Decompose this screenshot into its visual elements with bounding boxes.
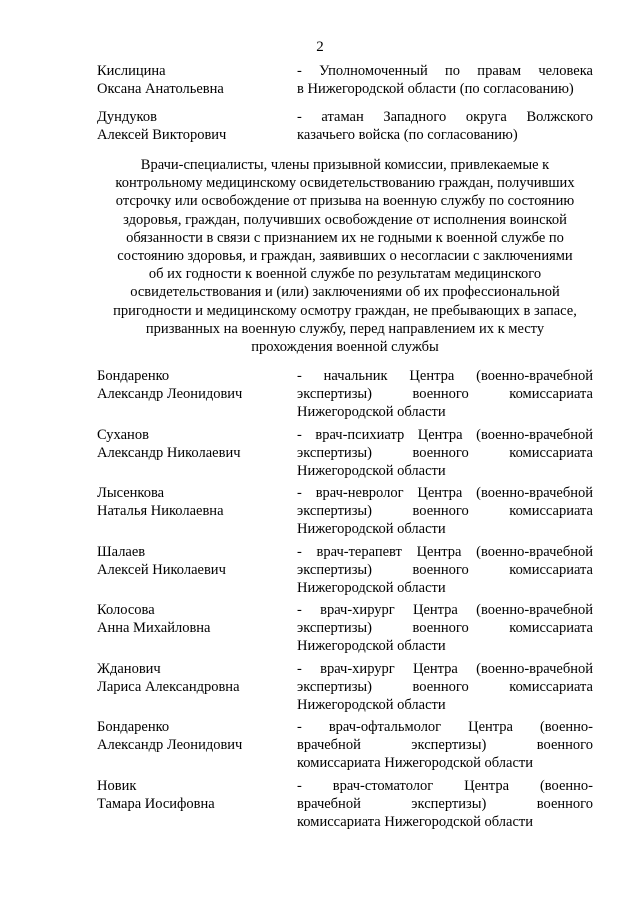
person-given-names: Лариса Александровна [97, 678, 240, 695]
role-line: экспертизы) военного комиссариата [297, 444, 593, 461]
person-name [97, 426, 297, 485]
role-line: экспертизы) военного комиссариата [297, 561, 593, 578]
doctor-entry [97, 484, 593, 543]
person-surname: Суханов [97, 426, 149, 443]
person-given-names: Александр Леонидович [97, 737, 243, 753]
person-surname: Колосова [97, 602, 155, 618]
doctor-entry [97, 718, 593, 777]
person-role [297, 543, 593, 602]
role-line: экспертизы) военного комиссариата [297, 620, 593, 636]
role-line: экспертизы) военного комиссариата [297, 386, 593, 402]
person-given-names: Тамара Иосифовна [97, 795, 215, 812]
doctor-entry [97, 426, 593, 485]
role-line: - врач-хирург Центра (военно-врачебной [297, 602, 593, 618]
role-line: врачебной экспертизы) военного [297, 795, 593, 812]
person-role [297, 484, 593, 543]
heading-line: отсрочку или освобождение от призыва на военную службу по состоянию [115, 193, 575, 210]
person-role [297, 718, 593, 777]
role-line: - Уполномоченный по правам человека [297, 63, 593, 79]
role-line: - врач-офтальмолог Центра (военно- [297, 719, 593, 735]
doctor-entry [97, 660, 593, 719]
heading-line: призванных на военную службу, перед направлением их к месту [145, 320, 545, 337]
page-number: 2 [316, 39, 324, 55]
person-name [97, 718, 297, 777]
heading-line: освидетельствования и (или) заключениями об их профессиональной [130, 284, 560, 301]
role-line: комиссариата Нижегородской области [297, 813, 533, 830]
heading-line: здоровья, граждан, получивших освобождение от исполнения воинской [123, 211, 567, 228]
heading-line: пригодности и медицинскому осмотру граждан, не пребывающих в запасе, [113, 302, 577, 319]
person-name [97, 543, 297, 602]
role-line: комиссариата Нижегородской области [297, 755, 533, 771]
role-line: - врач-хирург Центра (военно-врачебной [297, 660, 593, 677]
heading-line: Врачи-специалисты, члены призывной комиссии, привлекаемые к [140, 157, 550, 173]
person-surname: Кислицина [97, 63, 166, 79]
person-name [97, 367, 297, 426]
role-line: в Нижегородской области (по согласованию) [297, 81, 574, 97]
role-line: экспертизы) военного комиссариата [297, 678, 593, 695]
role-line: экспертизы) военного комиссариата [297, 503, 593, 519]
person-name [97, 660, 297, 719]
doctor-entry [97, 777, 593, 836]
person-surname: Новик [97, 777, 137, 794]
person-surname: Дундуков [97, 109, 157, 125]
person-role [297, 601, 593, 660]
role-line: - врач-невролог Центра (военно-врачебной [297, 485, 593, 501]
person-role [297, 62, 593, 98]
role-line: - начальник Центра (военно-врачебной [297, 368, 593, 384]
role-line: - врач-терапевт Центра (военно-врачебной [297, 543, 593, 560]
role-line: Нижегородской области [297, 579, 446, 596]
person-name [97, 777, 297, 836]
role-line: Нижегородской области [297, 404, 446, 420]
person-given-names: Анна Михайловна [97, 620, 211, 636]
person-given-names: Алексей Викторович [97, 127, 227, 143]
role-line: казачьего войска (по согласованию) [297, 127, 518, 143]
person-surname: Жданович [97, 660, 161, 677]
person-given-names: Александр Леонидович [97, 386, 243, 402]
role-line: врачебной экспертизы) военного [297, 737, 593, 753]
role-line: - врач-психиатр Центра (военно-врачебной [297, 426, 593, 443]
person-name [97, 62, 297, 98]
person-given-names: Александр Николаевич [97, 444, 241, 461]
official-entry [97, 62, 593, 98]
heading-line: контрольному медицинскому освидетельствованию граждан, получивших [115, 175, 575, 192]
person-name [97, 108, 297, 144]
person-given-names: Оксана Анатольевна [97, 81, 224, 97]
role-line: Нижегородской области [297, 521, 446, 537]
person-role [297, 367, 593, 426]
role-line: Нижегородской области [297, 462, 446, 479]
doctor-entry [97, 601, 593, 660]
role-line: - атаман Западного округа Волжского [297, 109, 593, 125]
heading-line: об их годности к военной службе по результатам медицинского [148, 266, 542, 283]
person-surname: Бондаренко [97, 368, 170, 384]
section-heading [97, 156, 593, 356]
heading-line: обязанности в связи с признанием их не годными к военной службе по [126, 229, 564, 246]
person-given-names: Алексей Николаевич [97, 561, 226, 578]
person-name [97, 484, 297, 543]
role-line: - врач-стоматолог Центра (военно- [297, 777, 593, 794]
heading-line: состоянию здоровья, и граждан, заявивших о несогласии с заключениями [117, 248, 573, 265]
person-surname: Бондаренко [97, 719, 170, 735]
person-surname: Шалаев [97, 543, 146, 560]
person-role [297, 777, 593, 836]
doctor-entry [97, 543, 593, 602]
role-line: Нижегородской области [297, 638, 446, 654]
person-role [297, 108, 593, 144]
official-entry [97, 108, 593, 144]
person-role [297, 660, 593, 719]
person-name [97, 601, 297, 660]
role-line: Нижегородской области [297, 696, 446, 713]
person-role [297, 426, 593, 485]
doctors-list [97, 367, 593, 835]
heading-line: прохождения военной службы [251, 339, 439, 356]
doctor-entry [97, 367, 593, 426]
person-given-names: Наталья Николаевна [97, 503, 224, 519]
person-surname: Лысенкова [97, 485, 165, 501]
officials-list [97, 62, 593, 154]
